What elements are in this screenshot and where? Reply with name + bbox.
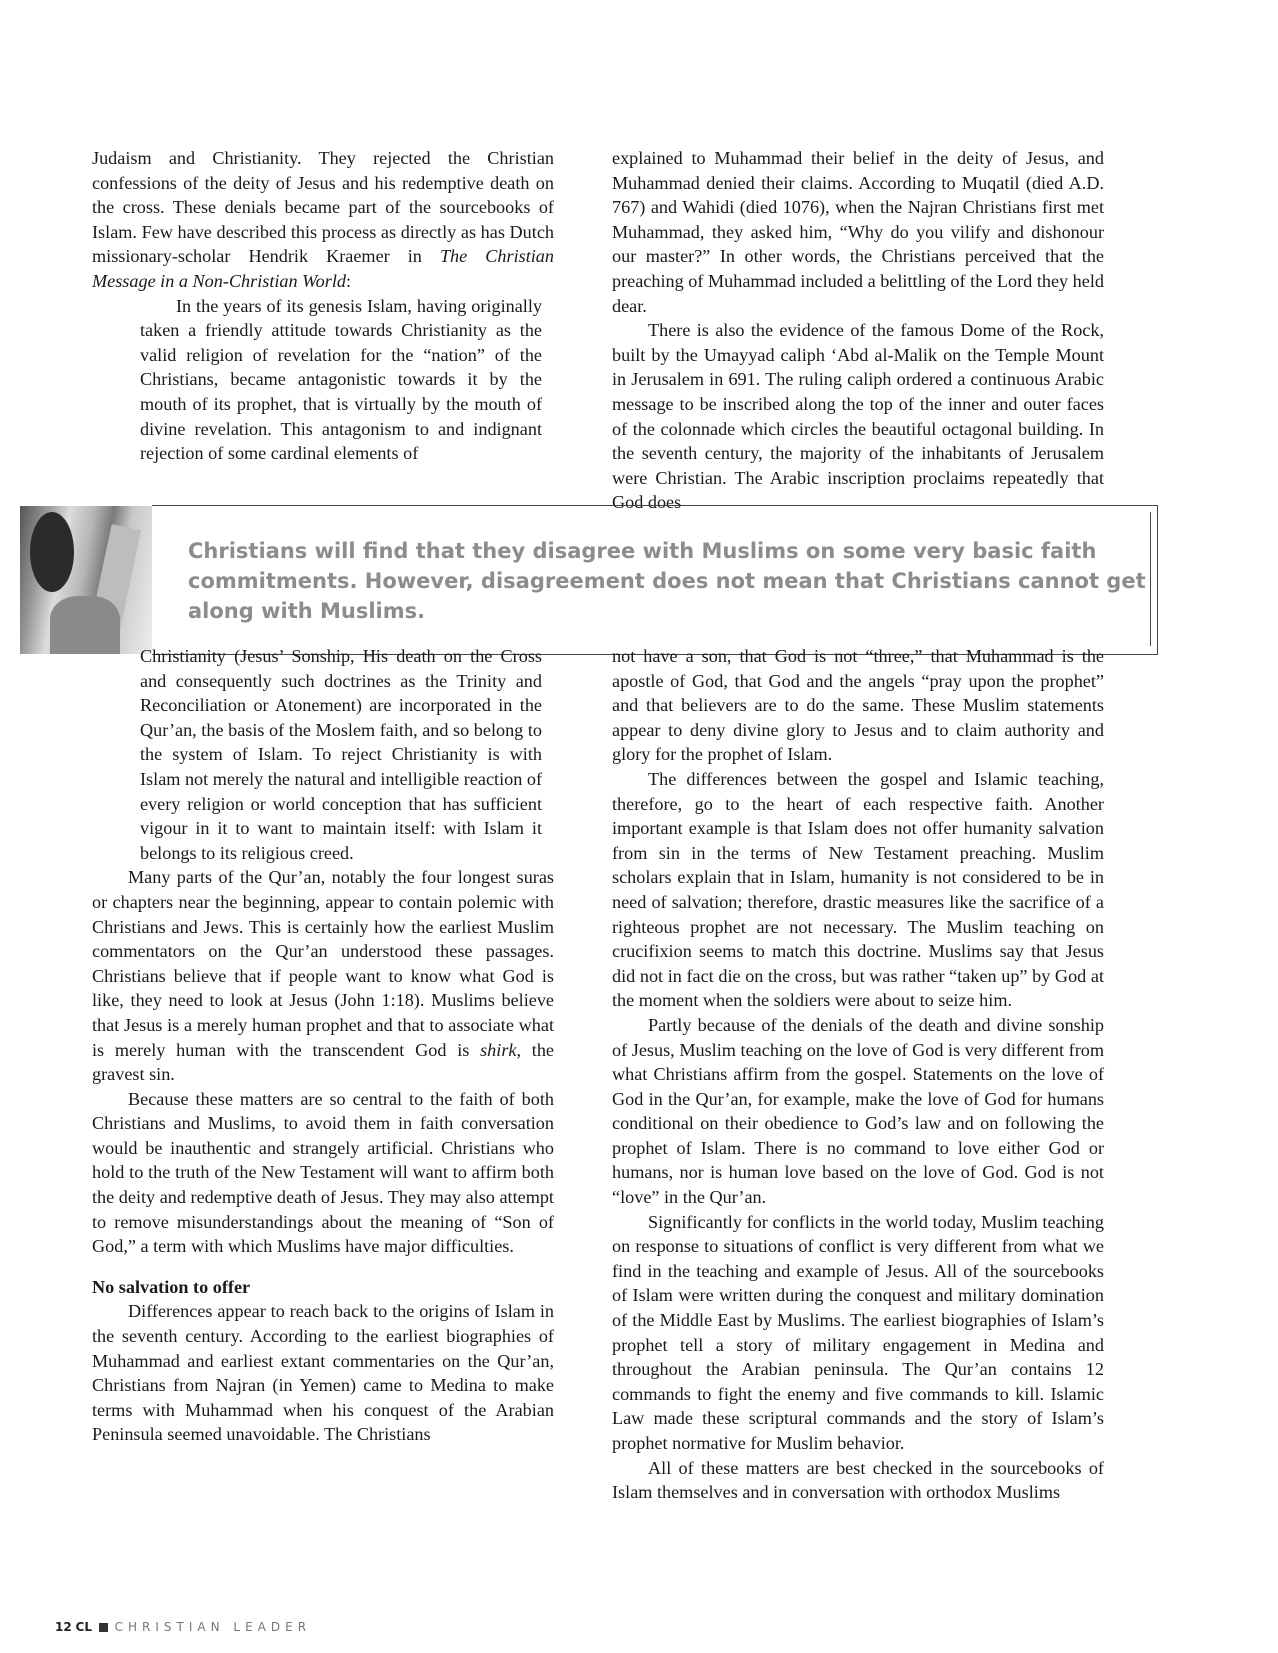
paragraph: The differences between the gospel and Islamic teaching, therefore, go to the heart of each respective faith. Another important example is that Islam does not offer humanity salvation from sin in the terms of New Testament preaching. Muslim scholars explain that in Islam, humanity is not considered to be in need of salvation; therefore, drastic measures like the sacrifice of a righteous prophet are not necessary. The Muslim teaching on crucifixion seems to match this doctrine. Muslims say that Jesus did not in fact die on the cross, but was rather “taken up” by God at the moment when the soldiers were about to seize him.: [612, 768, 1104, 1011]
section-heading: No salvation to offer: [92, 1276, 251, 1297]
paragraph: Many parts of the Qur’an, notably the four longest suras or chapters near the beginning, appear to contain polemic with Christians and Jews. This is certainly how the earliest Muslim commentators on the Qur’an understood these passages. Christians believe that if people want to know what God is like, they need to look at Jesus (John 1:18). Muslims believe that Jesus is a merely human prophet and that to associate what is merely human with the transcendent God is shirk, the gravest sin.: [92, 867, 554, 1085]
paragraph: explained to Muhammad their belief in the deity of Jesus, and Muhammad denied their claims. According to Muqatil (died A.D. 767) and Wahidi (died 1076), when the Najran Christians first met Muhammad, they asked him, “Why do you vilify and dishonour our master?” In other words, the Christians perceived that the preaching of Muhammad included a belittling of the Lord they held dear.: [612, 148, 1104, 316]
square-icon: [99, 1623, 108, 1632]
pull-quote-photo: [20, 506, 152, 654]
column-left-bottom: [92, 644, 554, 1447]
page-footer: [55, 1620, 311, 1634]
magazine-abbr: CL: [75, 1620, 92, 1634]
paragraph: Judaism and Christianity. They rejected the Christian confessions of the deity of Jesus and his redemptive death on the cross. These denials became part of the sourcebooks of Islam. Few have described this process as directly as has Dutch missionary-scholar Hendrik Kraemer in The Christian Message in a Non-Christian World:: [92, 148, 554, 291]
paragraph: Differences appear to reach back to the origins of Islam in the seventh century. According to the earliest biographies of Muhammad and earliest extant commentaries on the Qur’an, Christians from Najran (in Yemen) came to Medina to make terms with Muhammad when his conquest of the Arabian Peninsula seemed unavoidable. The Christians: [92, 1301, 554, 1445]
paragraph: Partly because of the denials of the death and divine sonship of Jesus, Muslim teaching on the love of God is very different from what Christians affirm from the gospel. Statements on the love of God in the Qur’an, for example, make the love of God for humans conditional on their obedience to God’s law and on following the prophet of Islam. There is no command to love either God or humans, nor is human love based on the love of God. God is not “love” in the Qur’an.: [612, 1014, 1104, 1208]
column-left-top: [92, 146, 554, 466]
pull-quote: Christians will find that they disagree with Muslims on some very basic faith commitments. However, disagreement does not mean that Christians cannot get along with Muslims.: [188, 539, 1146, 623]
paragraph: All of these matters are best checked in the sourcebooks of Islam themselves and in conversation with orthodox Muslims: [612, 1457, 1104, 1503]
paragraph: not have a son, that God is not “three,” that Muhammad is the apostle of God, that God and the angels “pray upon the prophet” and that believers are to do the same. These Muslim statements appear to deny divine glory to Jesus and to claim authority and glory for the prophet of Islam.: [612, 646, 1104, 765]
page-number: 12: [55, 1620, 72, 1634]
pull-quote-rule: [1150, 512, 1151, 646]
paragraph: Significantly for conflicts in the world today, Muslim teaching on response to situations of conflict is very different from what we find in the teaching and example of Jesus. All of the sourcebooks of Islam were written during the conquest and military domination of the Middle East by Muslims. The earliest biographies of Islam’s prophet tell a story of military engagement in Medina and throughout the Arabian peninsula. The Qur’an contains 12 commands to fight the enemy and five commands to kill. Islamic Law made these scriptural commands and the story of Islam’s prophet normative for Muslim behavior.: [612, 1211, 1104, 1453]
paragraph: There is also the evidence of the famous Dome of the Rock, built by the Umayyad caliph ‘Abd al-Malik on the Temple Mount in Jerusalem in 691. The ruling caliph ordered a continuous Arabic message to be inscribed along the top of the inner and outer faces of the colonnade which circles the beautiful octagonal building. In the seventh century, the majority of the inhabitants of Jerusalem were Christian. The Arabic inscription proclaims repeatedly that God does: [612, 320, 1104, 513]
column-right-top: [612, 146, 1104, 515]
paragraph: Because these matters are so central to the faith of both Christians and Muslims, to avoid them in faith conversation would be inauthentic and strangely artificial. Christians who hold to the truth of the New Testament will want to affirm both the deity and redemptive death of Jesus. They may also attempt to remove misunderstandings about the meaning of “Son of God,” a term with which Muslims have major difficulties.: [92, 1088, 554, 1257]
magazine-name: CHRISTIAN LEADER: [114, 1620, 312, 1634]
block-quote: Christianity (Jesus’ Sonship, His death on the Cross and consequently such doctrines as the Trinity and Reconciliation or Atonement) are incorporated in the Qur’an, the basis of the Moslem faith, and so belong to the system of Islam. To reject Christianity is with Islam not merely the natural and intelligible reaction of every religion or world conception that has sufficient vigour in it to want to maintain itself: with Islam it belongs to its religious creed.: [140, 646, 543, 863]
column-right-bottom: [612, 644, 1104, 1505]
block-quote: In the years of its genesis Islam, having originally taken a friendly attitude towards Christianity as the valid religion of revelation for the “nation” of the Christians, became antagonistic towards it by the mouth of its prophet, that is virtually by the mouth of divine revelation. This antagonism to and indignant rejection of some cardinal elements of: [140, 295, 542, 464]
